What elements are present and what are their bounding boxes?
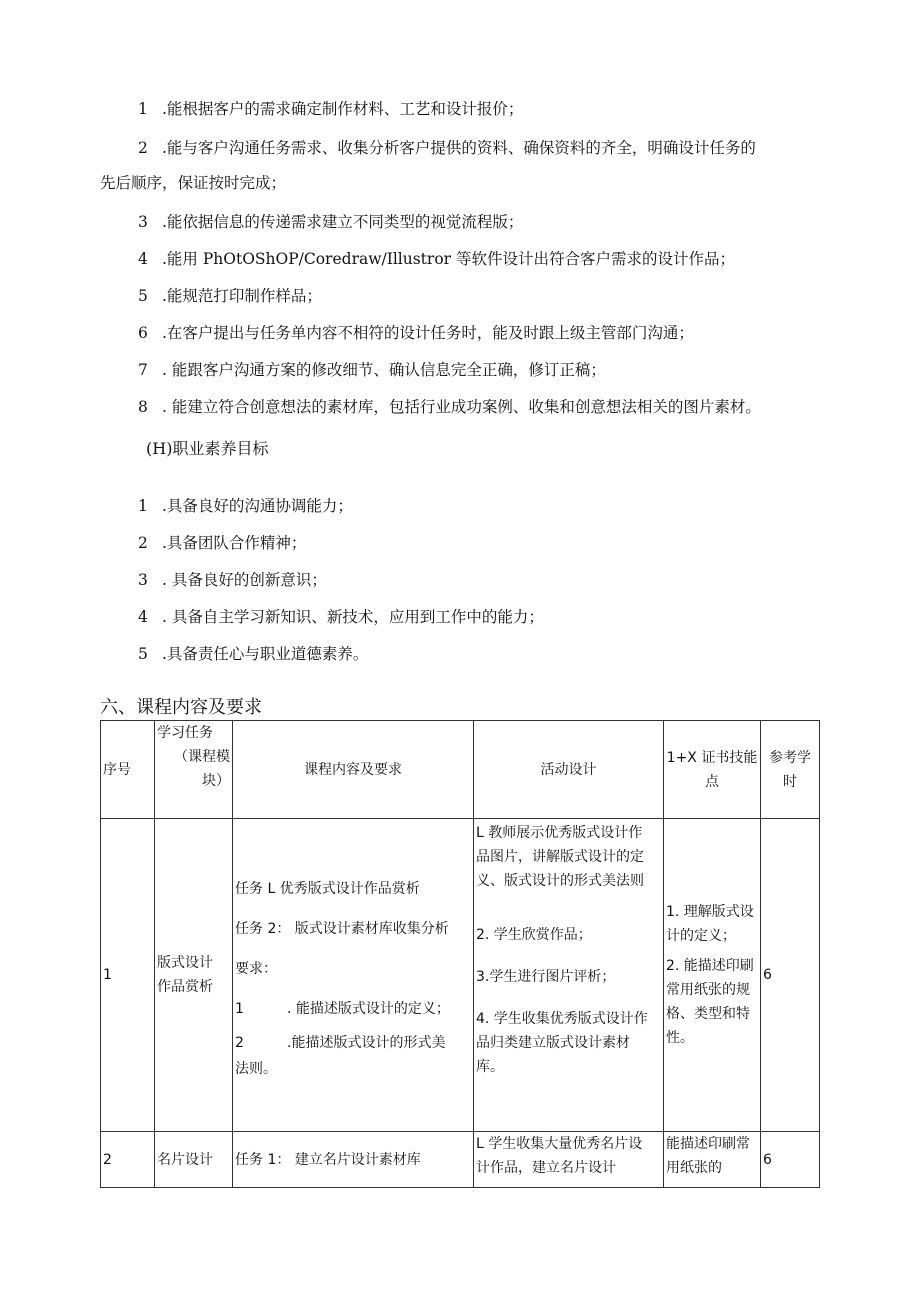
quality-text: .具备团队合作精神； <box>162 534 307 552</box>
item-text: .能描述版式设计的形式美 <box>287 1035 446 1051</box>
spacer <box>476 893 661 923</box>
skill-num: 8 <box>138 398 148 416</box>
row1-cert-line: 1. 理解版式设 <box>666 904 754 920</box>
header-cert-line2: 点 <box>705 773 719 790</box>
row1-content <box>233 819 474 1132</box>
row1-content-req: 要求： <box>235 961 277 977</box>
quality-text: .具备良好的沟通协调能力； <box>162 497 353 515</box>
row2-cert-line: 用纸张的 <box>666 1160 722 1176</box>
skill-text: 先后顺序，保证按时完成； <box>100 174 287 192</box>
row1-cert-line: 性。 <box>666 1030 694 1046</box>
item-num: 2 <box>235 1035 244 1051</box>
row1-content-item2-cont: 法则。 <box>235 1061 277 1077</box>
quality-num: 2 <box>138 534 148 552</box>
row1-task-line2: 作品赏析 <box>157 979 213 995</box>
skill-item-1 <box>138 98 523 120</box>
skill-text: .能与客户沟通任务需求、收集分析客户提供的资料、确保资料的齐全，明确设计任务的 <box>162 139 756 157</box>
skill-text: .能用 PhOtOShOP/Coredraw/Illustror 等软件设计出符合客户需求的设计作品； <box>162 250 735 268</box>
skill-item-2-cont <box>100 172 286 194</box>
quality-item-4 <box>138 606 544 628</box>
skill-item-4 <box>138 248 735 270</box>
skill-text: . 能跟客户沟通方案的修改细节、确认信息完全正确，修订正稿； <box>162 361 606 379</box>
course-table <box>100 720 820 1188</box>
row1-content-task1: 任务 L 优秀版式设计作品赏析 <box>235 881 420 897</box>
row1-cert-line: 2. 能描述印刷 <box>666 958 754 974</box>
header-task-line1: 学习任务 <box>157 725 213 741</box>
row2-activity <box>474 1132 664 1188</box>
skill-item-7 <box>138 359 606 381</box>
skill-item-8 <box>138 396 761 418</box>
quality-num: 3 <box>138 571 148 589</box>
header-hours-line1: 参考学 <box>769 749 811 766</box>
row2-task: 名片设计 <box>155 1132 233 1188</box>
row1-content-item1 <box>235 989 471 1029</box>
header-task <box>155 721 233 819</box>
row1-cert <box>664 819 761 1132</box>
header-seq: 序号 <box>101 721 155 819</box>
row1-content-item2 <box>235 1029 471 1057</box>
spacer <box>476 989 661 1007</box>
header-hours-line2: 时 <box>783 773 797 790</box>
header-activity: 活动设计 <box>474 721 664 819</box>
row1-activity-line: L 教师展示优秀版式设计作 <box>476 825 643 841</box>
quality-text: . 具备良好的创新意识； <box>162 571 327 589</box>
header-cert-line1: 1+X 证书技能 <box>666 749 758 766</box>
row1-activity-line: 品图片，讲解版式设计的定 <box>476 849 644 865</box>
row1-activity-line: 2. 学生欣赏作品； <box>476 927 592 943</box>
skill-num: 1 <box>138 100 148 118</box>
quality-item-3 <box>138 569 327 591</box>
skill-text: . 能建立符合创意想法的素材库，包括行业成功案例、收集和创意想法相关的图片素材。 <box>162 398 761 416</box>
skill-item-5 <box>138 285 322 307</box>
item-num: 1 <box>235 1001 244 1017</box>
table-header-row <box>101 721 820 819</box>
row1-cert-line: 格、类型和特 <box>666 1006 750 1022</box>
quality-item-2 <box>138 532 306 554</box>
header-content: 课程内容及要求 <box>233 721 474 819</box>
skill-text: .能根据客户的需求确定制作材料、工艺和设计报价； <box>162 100 524 118</box>
quality-item-1 <box>138 495 353 517</box>
table-row <box>101 819 820 1132</box>
row2-cert-line: 能描述印刷常 <box>666 1136 750 1152</box>
row2-activity-line: 计作品，建立名片设计 <box>476 1160 616 1176</box>
skill-text: .能规范打印制作样品； <box>162 287 322 305</box>
quality-num: 5 <box>138 645 148 663</box>
header-task-line3: 块） <box>202 773 230 789</box>
row2-cert <box>664 1132 761 1188</box>
row2-seq: 2 <box>101 1132 155 1188</box>
skill-num: 5 <box>138 287 148 305</box>
skill-num: 3 <box>138 213 148 231</box>
section-title: 六、课程内容及要求 <box>100 697 262 718</box>
header-task-line2: （课程模 <box>174 749 230 765</box>
row1-task <box>155 819 233 1132</box>
row1-activity-line: 库。 <box>476 1059 504 1075</box>
item-text: . 能描述版式设计的定义； <box>287 1001 450 1017</box>
header-cert <box>664 721 761 819</box>
row1-activity-line: 义、版式设计的形式美法则 <box>476 873 644 889</box>
skill-num: 6 <box>138 324 148 342</box>
row1-cert-line: 计的定义； <box>666 928 736 944</box>
skill-item-2 <box>138 137 756 159</box>
skill-item-3 <box>138 211 523 233</box>
quality-text: . 具备自主学习新知识、新技术，应用到工作中的能力； <box>162 608 544 626</box>
table-row <box>101 1132 820 1188</box>
row2-content: 任务 1： 建立名片设计素材库 <box>233 1132 474 1188</box>
row2-hours: 6 <box>761 1132 820 1188</box>
row1-cert-line: 常用纸张的规 <box>666 982 750 998</box>
quality-item-5 <box>138 643 368 665</box>
skill-num: 4 <box>138 250 148 268</box>
row1-activity <box>474 819 664 1132</box>
skill-num: 7 <box>138 361 148 379</box>
row1-activity-line: 品归类建立版式设计素材 <box>476 1035 630 1051</box>
row1-activity-line: 3.学生进行图片评析； <box>476 969 616 985</box>
skill-num: 2 <box>138 139 148 157</box>
quality-num: 4 <box>138 608 148 626</box>
row2-activity-line: L 学生收集大量优秀名片设 <box>476 1136 643 1152</box>
row1-hours: 6 <box>761 819 820 1132</box>
row1-content-task2: 任务 2： 版式设计素材库收集分析 <box>235 921 449 937</box>
quality-heading: (H)职业素养目标 <box>146 439 269 458</box>
row1-seq: 1 <box>101 819 155 1132</box>
spacer <box>476 947 661 965</box>
header-hours <box>761 721 820 819</box>
skill-text: .能依据信息的传递需求建立不同类型的视觉流程版； <box>162 213 524 231</box>
skill-text: .在客户提出与任务单内容不相符的设计任务时，能及时跟上级主管部门沟通； <box>162 324 694 342</box>
quality-num: 1 <box>138 497 148 515</box>
skill-item-6 <box>138 322 694 344</box>
row1-task-line1: 版式设计 <box>157 955 213 971</box>
quality-text: .具备责任心与职业道德素养。 <box>162 645 369 663</box>
row1-activity-line: 4. 学生收集优秀版式设计作 <box>476 1011 648 1027</box>
